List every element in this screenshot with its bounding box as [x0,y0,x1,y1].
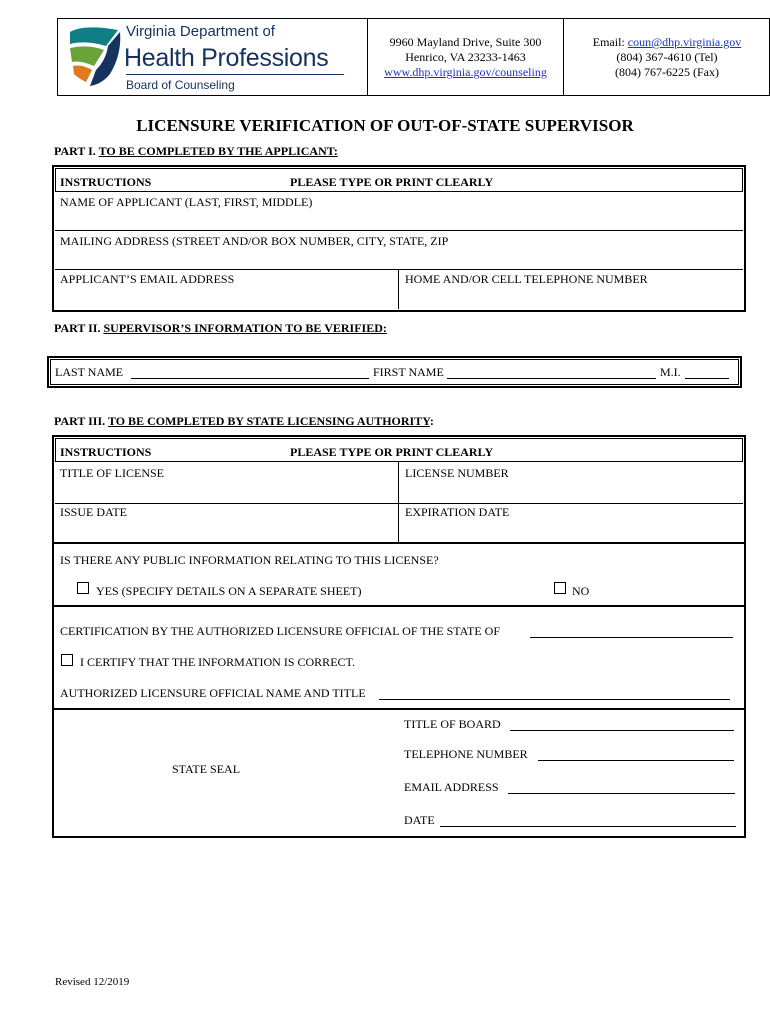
applicant-name-field[interactable] [56,210,742,228]
official-name-field[interactable] [379,699,730,700]
fax-number: (804) 767-6225 (Fax) [615,65,719,79]
license-number-label: LICENSE NUMBER [405,466,509,480]
first-name-label: FIRST NAME [373,365,444,379]
address-line-1: 9960 Mayland Drive, Suite 300 [389,35,542,49]
part3-please-type: PLEASE TYPE OR PRINT CLEARLY [290,445,494,459]
mi-label: M.I. [660,365,681,379]
state-seal-label: STATE SEAL [172,762,241,776]
logo-rule [126,74,344,75]
logo-line-3: Board of Counseling [126,78,235,92]
official-name-label: AUTHORIZED LICENSURE OFFICIAL NAME AND TITLE [60,686,366,700]
last-name-field[interactable] [131,378,369,379]
office-address [368,35,563,80]
email-address-field[interactable] [508,793,735,794]
tel-number: (804) 367-4610 (Tel) [616,50,718,64]
issue-date-field[interactable] [56,520,396,540]
address-line-2: Henrico, VA 23233-1463 [405,50,526,64]
mailing-address-label: MAILING ADDRESS (STREET AND/OR BOX NUMBER, CITY, STATE, ZIP [60,234,449,248]
part3-heading-text: TO BE COMPLETED BY STATE LICENSING AUTHORITY [107,414,430,428]
email-label: Email: [592,35,628,49]
certification-label: CERTIFICATION BY THE AUTHORIZED LICENSURE OFFICIAL OF THE STATE OF [60,624,500,638]
date-label: DATE [404,813,435,827]
website-link[interactable]: www.dhp.virginia.gov/counseling [384,65,547,79]
applicant-name-label: NAME OF APPLICANT (LAST, FIRST, MIDDLE) [60,195,313,209]
yes-label: YES (SPECIFY DETAILS ON A SEPARATE SHEET) [96,584,362,598]
first-name-field[interactable] [447,378,656,379]
office-contact [564,35,770,80]
applicant-email-field[interactable] [56,287,396,307]
part3-heading: PART III. TO BE COMPLETED BY STATE LICENSING AUTHORITY: [54,414,434,428]
applicant-email-label: APPLICANT’S EMAIL ADDRESS [60,272,235,286]
part2-heading: PART II. SUPERVISOR’S INFORMATION TO BE VERIFIED: [54,321,387,335]
no-label: NO [572,584,590,598]
part1-please-type: PLEASE TYPE OR PRINT CLEARLY [290,175,494,189]
part2-heading-text: SUPERVISOR’S INFORMATION TO BE VERIFIED: [103,321,387,335]
part1-heading-text: TO BE COMPLETED BY THE APPLICANT: [98,144,338,158]
part1-heading: PART I. TO BE COMPLETED BY THE APPLICANT: [54,144,338,158]
expiration-date-field[interactable] [400,520,742,540]
part1-instructions: INSTRUCTIONS [60,175,152,189]
license-number-field[interactable] [400,481,742,501]
issue-date-label: ISSUE DATE [60,505,128,519]
last-name-label: LAST NAME [55,365,124,379]
title-of-license-field[interactable] [56,481,396,501]
dhp-logo [66,22,356,94]
no-checkbox[interactable] [554,582,566,594]
email-address-label: EMAIL ADDRESS [404,780,499,794]
yes-checkbox[interactable] [77,582,89,594]
revised-date: Revised 12/2019 [55,976,130,988]
certify-label: I CERTIFY THAT THE INFORMATION IS CORRECT. [80,655,355,669]
shield-logo-icon [66,24,124,88]
telephone-number-label: TELEPHONE NUMBER [404,747,528,761]
title-of-license-label: TITLE OF LICENSE [60,466,164,480]
title-of-board-label: TITLE OF BOARD [404,717,501,731]
mi-field[interactable] [685,378,729,379]
state-seal-area[interactable] [56,712,396,834]
mailing-address-field[interactable] [56,249,742,267]
certification-state-field[interactable] [530,637,733,638]
logo-line-2: Health Professions [124,44,329,72]
public-info-question: IS THERE ANY PUBLIC INFORMATION RELATING TO THIS LICENSE? [60,553,439,567]
telephone-number-field[interactable] [538,760,734,761]
phone-field[interactable] [400,287,742,307]
certify-checkbox[interactable] [61,654,73,666]
part3-instructions: INSTRUCTIONS [60,445,152,459]
logo-line-1: Virginia Department of [126,23,275,40]
date-field[interactable] [440,826,736,827]
title-of-board-field[interactable] [510,730,734,731]
expiration-date-label: EXPIRATION DATE [405,505,510,519]
email-link[interactable]: coun@dhp.virginia.gov [627,35,742,49]
form-title: LICENSURE VERIFICATION OF OUT-OF-STATE SUPERVISOR [136,116,634,135]
phone-label: HOME AND/OR CELL TELEPHONE NUMBER [405,272,648,286]
